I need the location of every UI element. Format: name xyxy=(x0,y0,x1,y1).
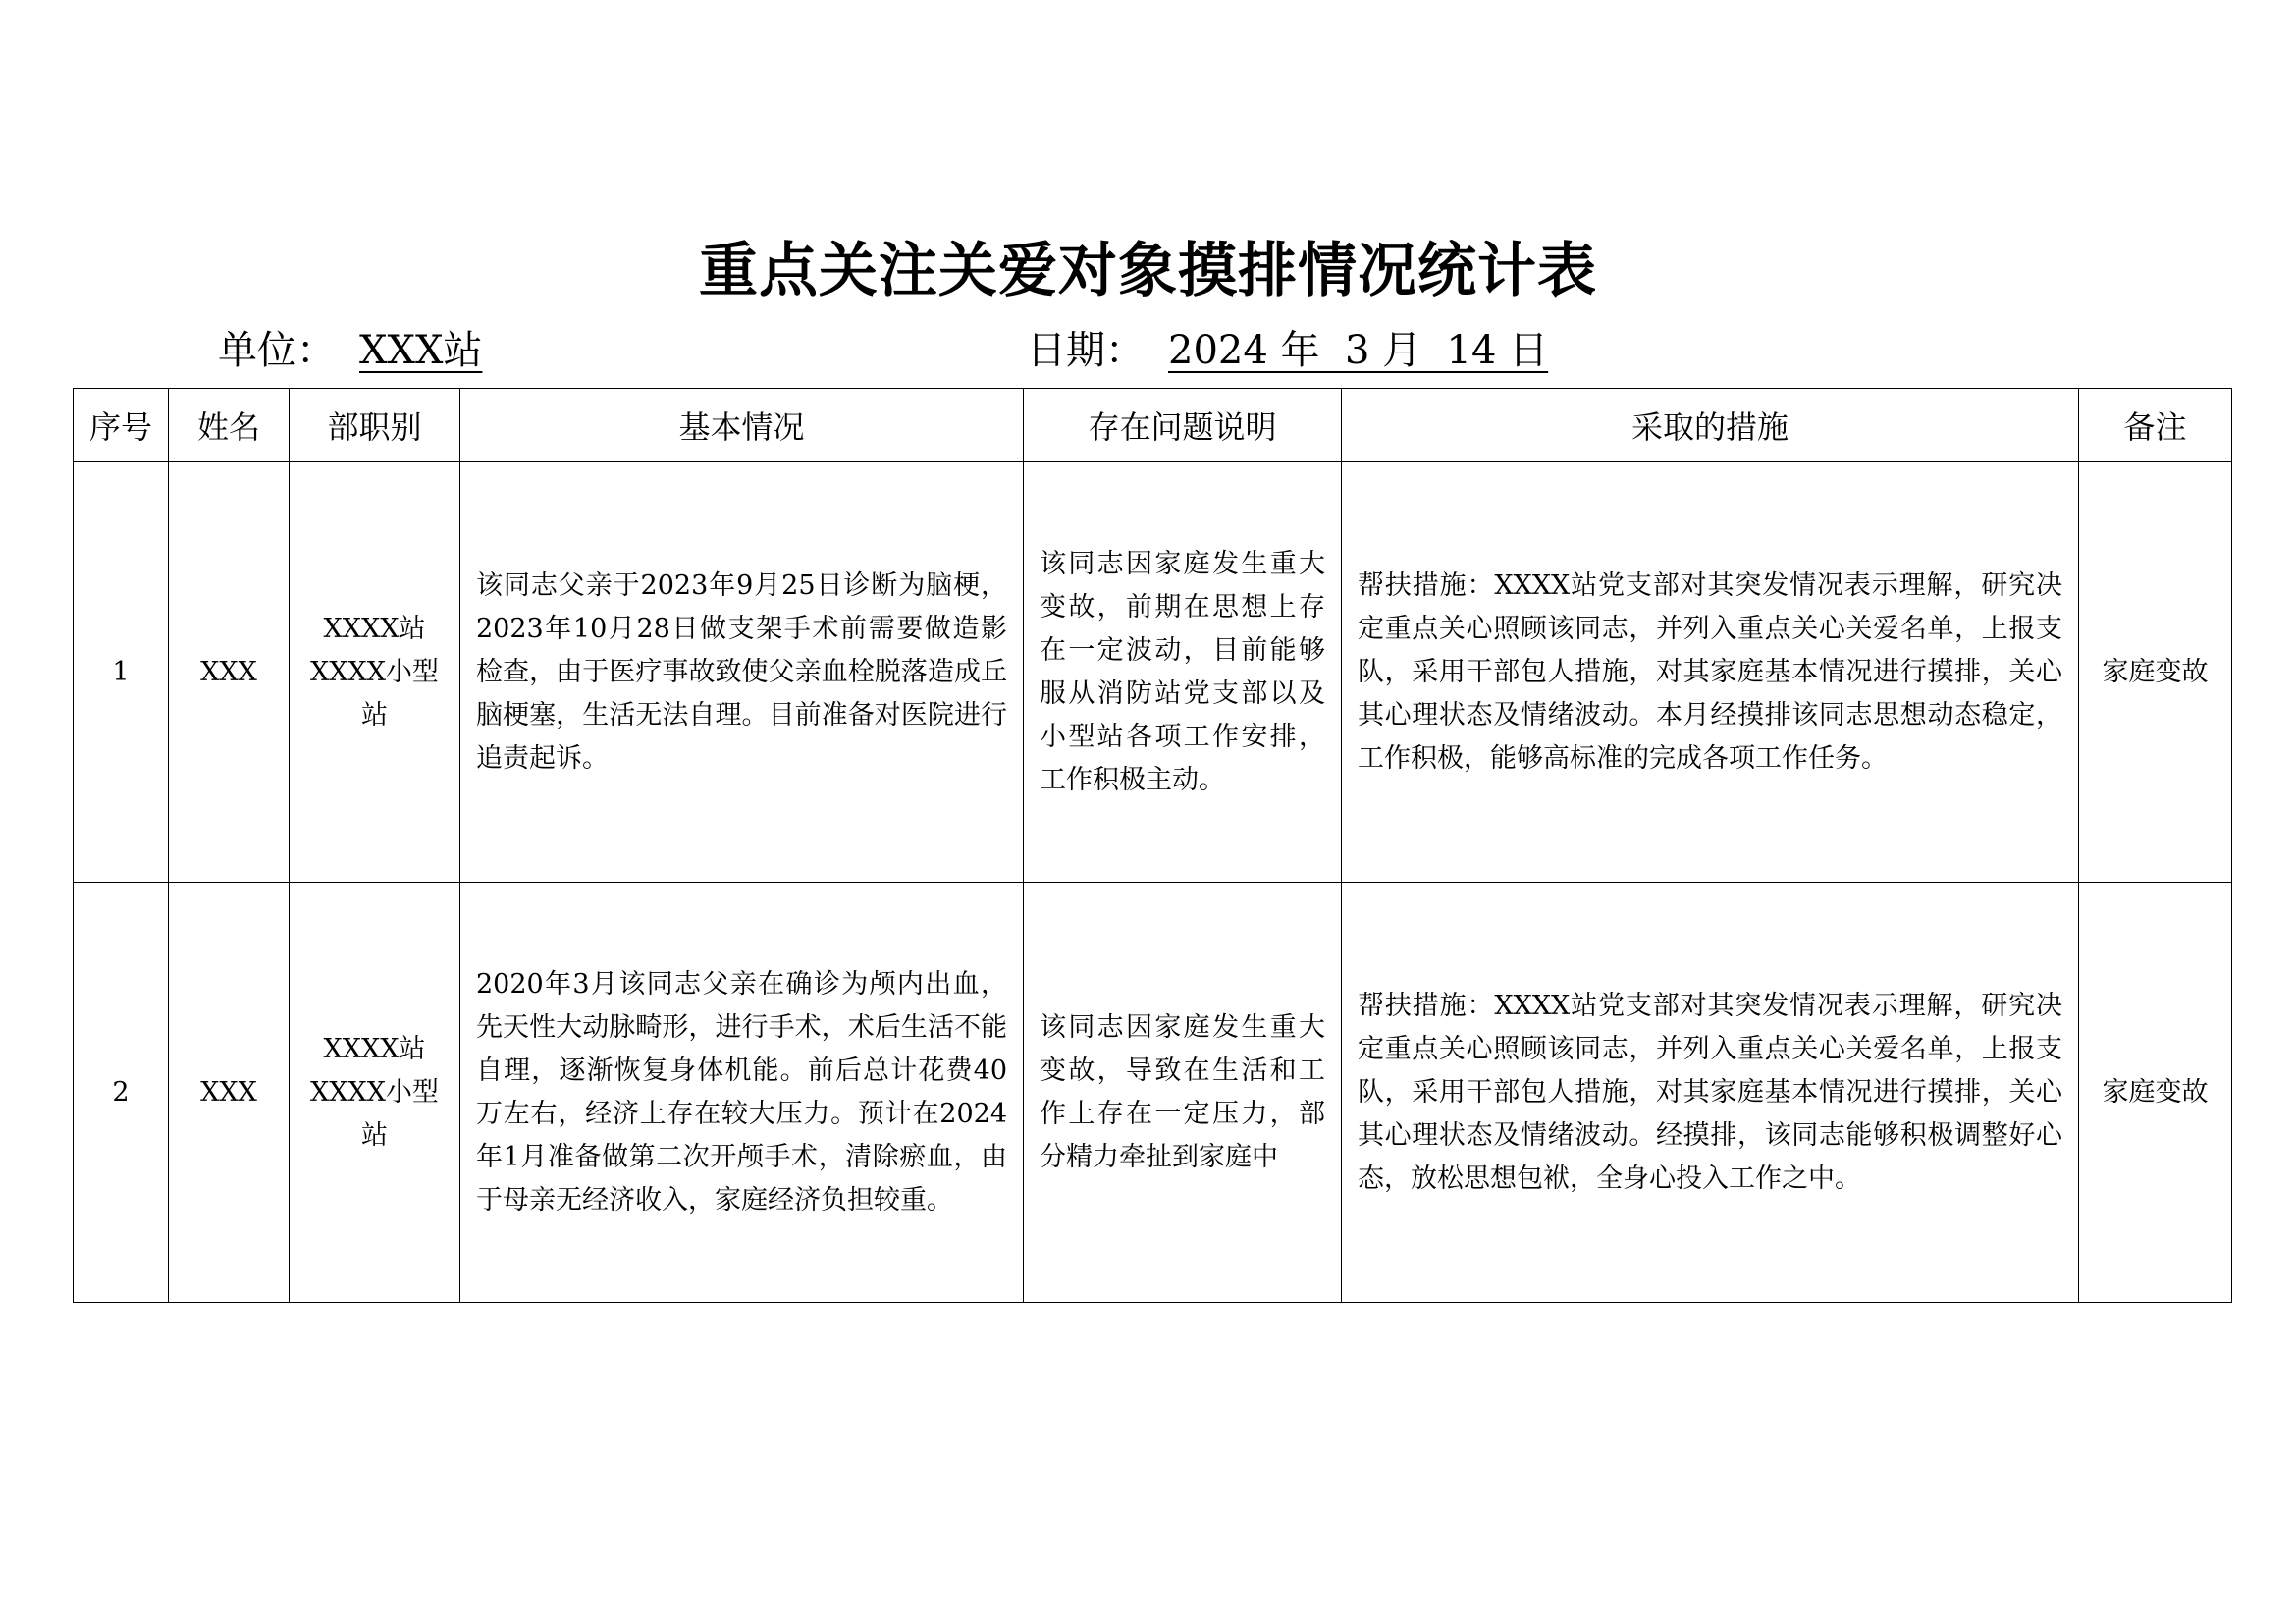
table-header-row xyxy=(74,389,2232,462)
date-field xyxy=(1027,319,1552,375)
unit-value: XXX站 xyxy=(359,328,483,373)
cell-index: 2 xyxy=(74,883,169,1303)
header-dept: 部职别 xyxy=(290,389,460,462)
cell-dept: XXXX站XXXX小型站 xyxy=(290,883,460,1303)
cell-basic: 该同志父亲于2023年9月25日诊断为脑梗，2023年10月28日做支架手术前需要做造影检查，由于医疗事故致使父亲血栓脱落造成丘脑梗塞，生活无法自理。目前准备对医院进行追责起诉。 xyxy=(460,462,1024,883)
cell-name: XXX xyxy=(169,883,290,1303)
cell-measure: 帮扶措施：XXXX站党支部对其突发情况表示理解，研究决定重点关心照顾该同志，并列入重点关心关爱名单，上报支队，采用干部包人措施，对其家庭基本情况进行摸排，关心其心理状态及情绪波动。本月经摸排该同志思想动态稳定，工作积极，能够高标准的完成各项工作任务。 xyxy=(1342,462,2079,883)
table-row xyxy=(74,883,2232,1303)
cell-note: 家庭变故 xyxy=(2079,462,2232,883)
unit-label: 单位： xyxy=(218,328,336,373)
header-index: 序号 xyxy=(74,389,169,462)
cell-measure: 帮扶措施：XXXX站党支部对其突发情况表示理解，研究决定重点关心照顾该同志，并列入重点关心关爱名单，上报支队，采用干部包人措施，对其家庭基本情况进行摸排，关心其心理状态及情绪波动。经摸排，该同志能够积极调整好心态，放松思想包袱，全身心投入工作之中。 xyxy=(1342,883,2079,1303)
date-label: 日期： xyxy=(1027,328,1145,373)
cell-dept: XXXX站XXXX小型站 xyxy=(290,462,460,883)
header-note: 备注 xyxy=(2079,389,2232,462)
cell-issue: 该同志因家庭发生重大变故，前期在思想上存在一定波动，目前能够服从消防站党支部以及小型站各项工作安排，工作积极主动。 xyxy=(1024,462,1342,883)
statistics-table xyxy=(73,388,2232,1303)
table-row xyxy=(74,462,2232,883)
date-value: 2024 年 3 月 14 日 xyxy=(1168,328,1549,373)
header-basic: 基本情况 xyxy=(460,389,1024,462)
cell-note: 家庭变故 xyxy=(2079,883,2232,1303)
cell-name: XXX xyxy=(169,462,290,883)
cell-basic: 2020年3月该同志父亲在确诊为颅内出血，先天性大动脉畸形，进行手术，术后生活不能自理，逐渐恢复身体机能。前后总计花费40万左右，经济上存在较大压力。预计在2024年1月准备做第二次开颅手术，清除瘀血，由于母亲无经济收入，家庭经济负担较重。 xyxy=(460,883,1024,1303)
cell-index: 1 xyxy=(74,462,169,883)
cell-issue: 该同志因家庭发生重大变故，导致在生活和工作上存在一定压力，部分精力牵扯到家庭中 xyxy=(1024,883,1342,1303)
page-title: 重点关注关爱对象摸排情况统计表 xyxy=(699,237,1597,305)
header-name: 姓名 xyxy=(169,389,290,462)
header-measure: 采取的措施 xyxy=(1342,389,2079,462)
header-issue: 存在问题说明 xyxy=(1024,389,1342,462)
unit-field xyxy=(218,319,486,375)
